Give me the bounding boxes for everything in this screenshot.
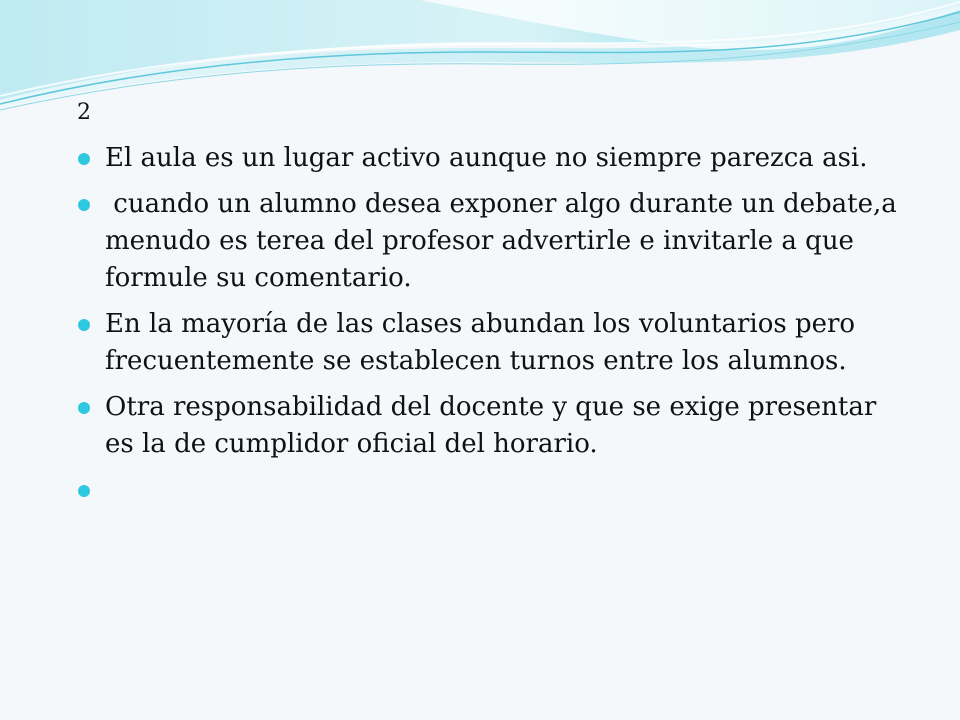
bullet-dot-icon xyxy=(78,319,90,331)
bullet-item xyxy=(77,140,897,177)
bullet-text xyxy=(105,472,897,509)
bullet-text: cuando un alumno desea exponer algo durante un debate,a menudo es terea del profesor advertirle e invitarle a que formule su comentario. xyxy=(105,189,906,293)
bullet-item xyxy=(77,472,897,509)
decorative-wave-header xyxy=(0,0,960,120)
bullet-dot-icon xyxy=(78,153,90,165)
bullet-item xyxy=(77,306,897,380)
bullet-item xyxy=(77,186,906,297)
bullet-dot-icon xyxy=(78,402,90,414)
bullet-text: El aula es un lugar activo aunque no siempre parezca asi. xyxy=(105,143,868,173)
bullet-text: En la mayoría de las clases abundan los voluntarios pero frecuentemente se establecen turnos entre los alumnos. xyxy=(105,309,856,376)
bullet-text: Otra responsabilidad del docente y que se exige presentar es la de cumplidor oficial del horario. xyxy=(105,392,877,459)
bullet-dot-icon xyxy=(78,199,90,211)
slide-number: 2 xyxy=(77,100,91,125)
bullet-list xyxy=(77,140,906,518)
bullet-item xyxy=(77,389,897,463)
bullet-dot-icon xyxy=(78,485,90,497)
